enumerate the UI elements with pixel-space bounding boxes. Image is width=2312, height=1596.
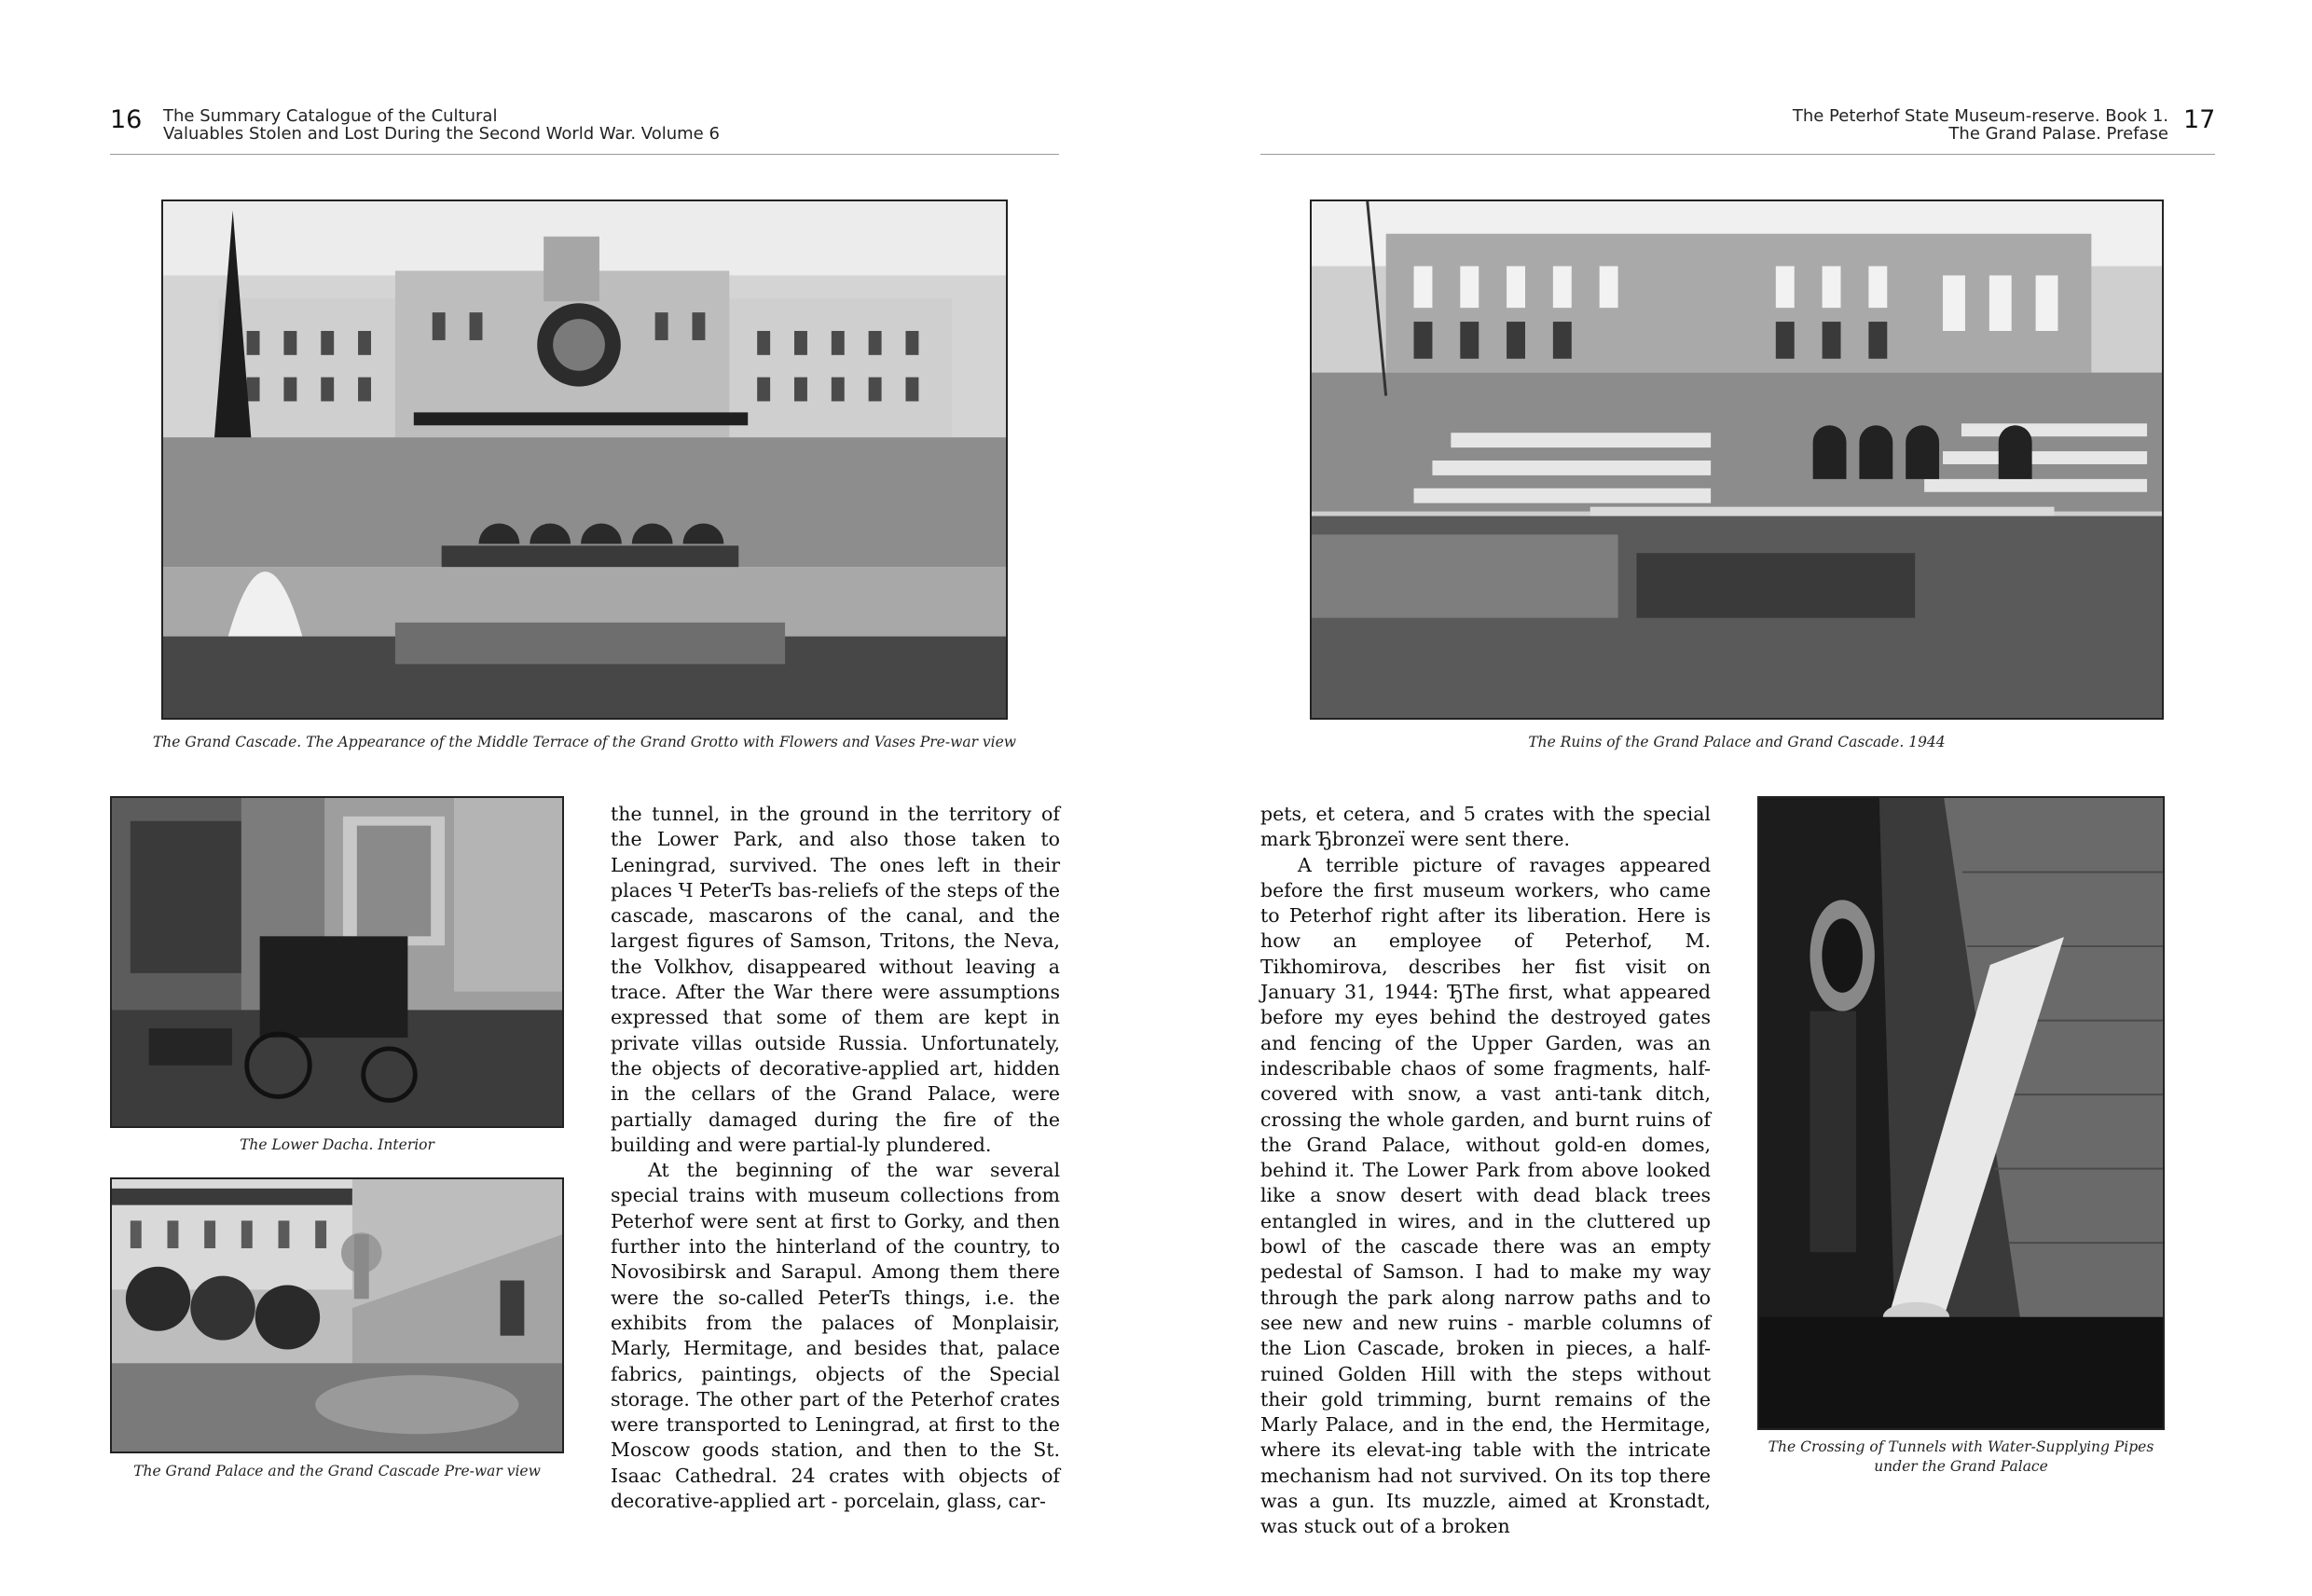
palace-ruins-caption: The Ruins of the Grand Palace and Grand Cascade. 1944 xyxy=(1528,734,1946,750)
left-running-header xyxy=(163,107,720,143)
left-page-number: 16 xyxy=(110,105,143,134)
right-running-header xyxy=(1678,107,2168,143)
left-paragraph-2: At the beginning of the war several special trains with museum collections from Peterhof were sent at first to Gorky, and then further into the hinterland of the country, to Novosibirsk and Sarapul. Among them there were the so-called PeterTs things, i.e. the exhibits from the palaces of Monplaisir, Marly, Hermitage, and besides that, palace fabrics, paintings, objects of the Special storage. The other part of the Peterhof crates were transported to Leningrad, at first to the Moscow goods station, and then to the St. Isaac Cathedral. 24 crates with objects of decorative-applied art - porcelain, glass, car- xyxy=(611,1159,1060,1513)
grand-palace-cascade-photo xyxy=(110,1177,564,1453)
right-text-column xyxy=(1260,802,1711,1540)
grand-palace-cascade-illustration xyxy=(112,1179,562,1452)
right-header-rule xyxy=(1260,154,2215,155)
left-paragraph-1: the tunnel, in the ground in the territory of the Lower Park, and also those taken to Leningrad, survived. The ones left in their places Ч PeterTs bas-reliefs of the steps of the cascade, mascarons of the canal, and the largest figures of Samson, Tritons, the Neva, the Volkhov, disappeared without leaving a trace. After the War there were assumptions expressed that some of them are kept in private villas outside Russia. Unfortunately, the objects of decorative-applied art, hidden in the cellars of the Grand Palace, were partially damaged during the fire of the building and were partial-ly plundered. xyxy=(611,803,1060,1156)
left-header-line-2: Valuables Stolen and Lost During the Second World War. Volume 6 xyxy=(163,124,720,144)
tunnels-caption-line-2: under the Grand Palace xyxy=(1874,1458,2048,1475)
grand-cascade-illustration xyxy=(163,201,1006,718)
right-header-line-2: The Grand Palase. Prefase xyxy=(1948,124,2168,144)
tunnels-illustration xyxy=(1759,798,2163,1428)
right-paragraph-2: A terrible picture of ravages appeared before the first museum workers, who came to Peterhof right after its liberation. Here is how an employee of Peterhof, M. Tikhomirova, describes her fist visit on January 31, 1944: ЂThe first, what appeared before my eyes behind the destroyed gates and fencing of the Upper Garden, was an indescribable chaos of some fragments, half-covered with snow, a vast anti-tank ditch, crossing the whole garden, and burnt ruins of the Grand Palace, without gold-en domes, behind it. The Lower Park from above looked like a snow desert with dead black trees entangled in wires, and in the cluttered up bowl of the cascade there was an empty pedestal of Samson. I had to make my way through the park along narrow paths and to see new and new ruins - marble columns of the Lion Cascade, broken in pieces, a half-ruined Golden Hill with the steps without their gold trimming, burnt remains of the Marly Palace, and in the end, the Hermitage, where its elevat-ing table with the intricate mechanism had not survived. On its top there was a gun. Its muzzle, aimed at Kronstadt, was stuck out of a broken xyxy=(1260,853,1711,1538)
tunnels-caption-line-1: The Crossing of Tunnels with Water-Supplying Pipes xyxy=(1768,1438,2154,1455)
grand-palace-cascade-caption: The Grand Palace and the Grand Cascade Pre-war view xyxy=(133,1463,541,1479)
tunnels-photo xyxy=(1757,796,2165,1430)
left-header-rule xyxy=(110,154,1059,155)
palace-ruins-illustration xyxy=(1312,201,2162,718)
grand-cascade-caption: The Grand Cascade. The Appearance of the Middle Terrace of the Grand Grotto with Flowers and Vases Pre-war view xyxy=(152,734,1017,750)
left-text-column xyxy=(611,802,1060,1514)
grand-cascade-photo xyxy=(161,200,1008,720)
right-header-line-1: The Peterhof State Museum-reserve. Book 1. xyxy=(1792,106,2168,126)
right-paragraph-1: pets, et cetera, and 5 crates with the special mark Ђbronzeї were sent there. xyxy=(1260,803,1711,851)
lower-dacha-illustration xyxy=(112,798,562,1126)
left-header-line-1: The Summary Catalogue of the Cultural xyxy=(163,106,498,126)
lower-dacha-photo xyxy=(110,796,564,1128)
lower-dacha-caption: The Lower Dacha. Interior xyxy=(240,1136,434,1153)
right-page-number: 17 xyxy=(2183,105,2216,134)
palace-ruins-photo xyxy=(1310,200,2164,720)
tunnels-caption xyxy=(1757,1438,2165,1477)
